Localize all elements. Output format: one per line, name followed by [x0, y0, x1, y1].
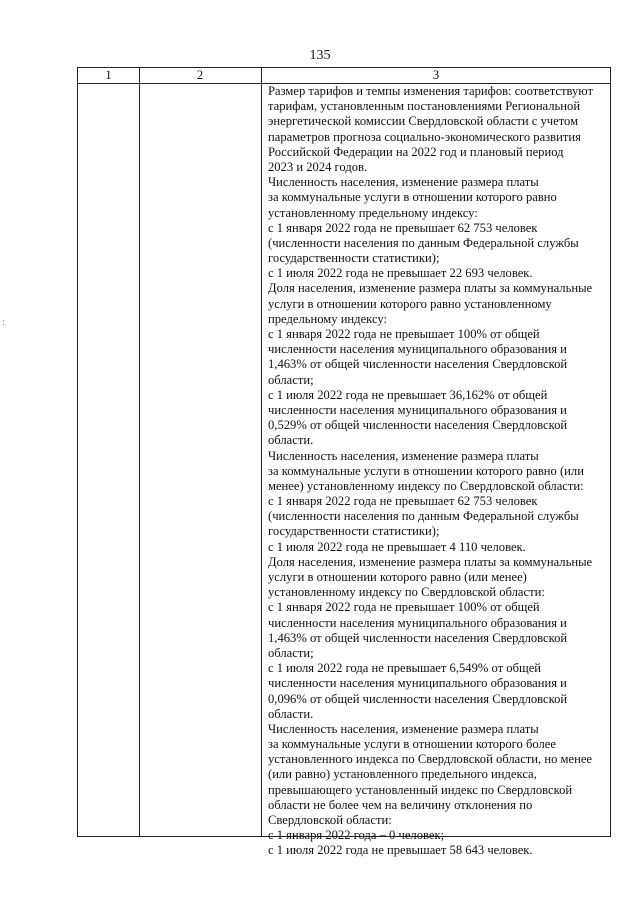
text-line: 0,096% от общей численности населения Свердловской — [268, 691, 568, 706]
text-line: Свердловской области: — [268, 813, 392, 827]
document-table — [77, 67, 611, 858]
text-line: 1,463% от общей численности населения Свердловской — [268, 630, 568, 645]
text-line: (численности населения по данным Федеральной службы — [268, 509, 579, 524]
text-line: с 1 июля 2022 года не превышает 58 643 человек. — [268, 843, 533, 858]
text-line: установленному предельному индексу: — [268, 205, 478, 220]
text-line: области; — [268, 645, 314, 660]
text-line: с 1 июля 2022 года не превышает 36,162% от общей — [268, 387, 548, 402]
text-line: менее) установленному индексу по Свердловской области: — [268, 478, 584, 493]
text-line: Численность населения, изменение размера платы — [268, 175, 539, 190]
text-line: Численность населения, изменение размера платы — [268, 721, 539, 736]
text-line: Доля населения, изменение размера платы за коммунальные — [268, 554, 593, 569]
text-line: предельному индексу: — [268, 311, 388, 326]
margin-mark: : — [2, 318, 6, 328]
text-line: Численность населения, изменение размера платы — [268, 448, 539, 463]
text-line: Размер тарифов и темпы изменения тарифов: соответствуют — [268, 84, 594, 98]
text-line: энергетической комиссии Свердловской области с учетом — [268, 114, 579, 129]
text-line: численности населения муниципального образования и — [268, 342, 567, 357]
text-line: 1,463% от общей численности населения Свердловской — [268, 357, 568, 372]
text-line: области. — [268, 433, 314, 448]
text-line: численности населения муниципального образования и — [268, 676, 567, 691]
text-line: установленному индексу по Свердловской области: — [268, 585, 545, 600]
column-divider-2 — [261, 68, 262, 836]
page-number: 135 — [309, 48, 331, 63]
text-line: 0,529% от общей численности населения Свердловской — [268, 418, 568, 433]
column-divider-1 — [139, 68, 140, 836]
text-line: за коммунальные услуги в отношении которого более — [268, 737, 556, 752]
text-line: услуги в отношении которого равно (или менее) — [268, 570, 527, 584]
header-cell-col2: 2 — [196, 68, 204, 82]
header-cell-col3: 3 — [432, 68, 440, 82]
text-line: численности населения муниципального образования и — [268, 615, 567, 630]
text-line: области; — [268, 372, 314, 387]
text-line: за коммунальные услуги в отношении которого равно (или — [268, 463, 584, 478]
text-line: государственности статистики); — [268, 524, 440, 539]
text-line: установленного индекса по Свердловской области, но менее — [268, 752, 593, 767]
header-cell-col1: 1 — [105, 68, 112, 82]
text-line: с 1 января 2022 года не превышает 100% от общей — [268, 327, 540, 341]
text-line: Российской Федерации на 2022 год и плановый период — [268, 144, 564, 159]
text-line: параметров прогноза социально-экономического развития — [268, 129, 581, 144]
text-line: численности населения муниципального образования и — [268, 402, 567, 417]
text-line: с 1 января 2022 года не превышает 62 753 человек — [268, 494, 538, 509]
text-line: с 1 января 2022 года не превышает 100% от общей — [268, 600, 540, 615]
text-line: Доля населения, изменение размера платы за коммунальные — [268, 281, 593, 296]
text-line: с 1 июля 2022 года не превышает 22 693 человек. — [268, 266, 533, 281]
text-line: области не более чем на величину отклонения по — [268, 797, 533, 812]
text-line: превышающего установленный индекс по Свердловской — [268, 782, 573, 797]
text-line: с 1 июля 2022 года не превышает 4 110 человек. — [268, 539, 526, 554]
text-line: (или равно) установленного предельного индекса, — [268, 767, 537, 782]
text-line: государственности статистики); — [268, 251, 440, 266]
text-line: с 1 июля 2022 года не превышает 6,549% от общей — [268, 661, 542, 676]
text-line: с 1 января 2022 года не превышает 62 753 человек — [268, 220, 538, 235]
text-line: за коммунальные услуги в отношении которого равно — [268, 190, 557, 205]
text-line: тарифам, установленным постановлениями Региональной — [268, 99, 581, 114]
text-line: 2023 и 2024 годов. — [268, 159, 368, 174]
text-line: области. — [268, 706, 314, 721]
text-line: с 1 января 2022 года – 0 человек; — [268, 828, 445, 843]
table-header-row — [78, 68, 610, 84]
column-3-text — [268, 84, 608, 859]
text-line: (численности населения по данным Федеральной службы — [268, 235, 579, 250]
text-line: услуги в отношении которого равно установленному — [268, 296, 552, 311]
